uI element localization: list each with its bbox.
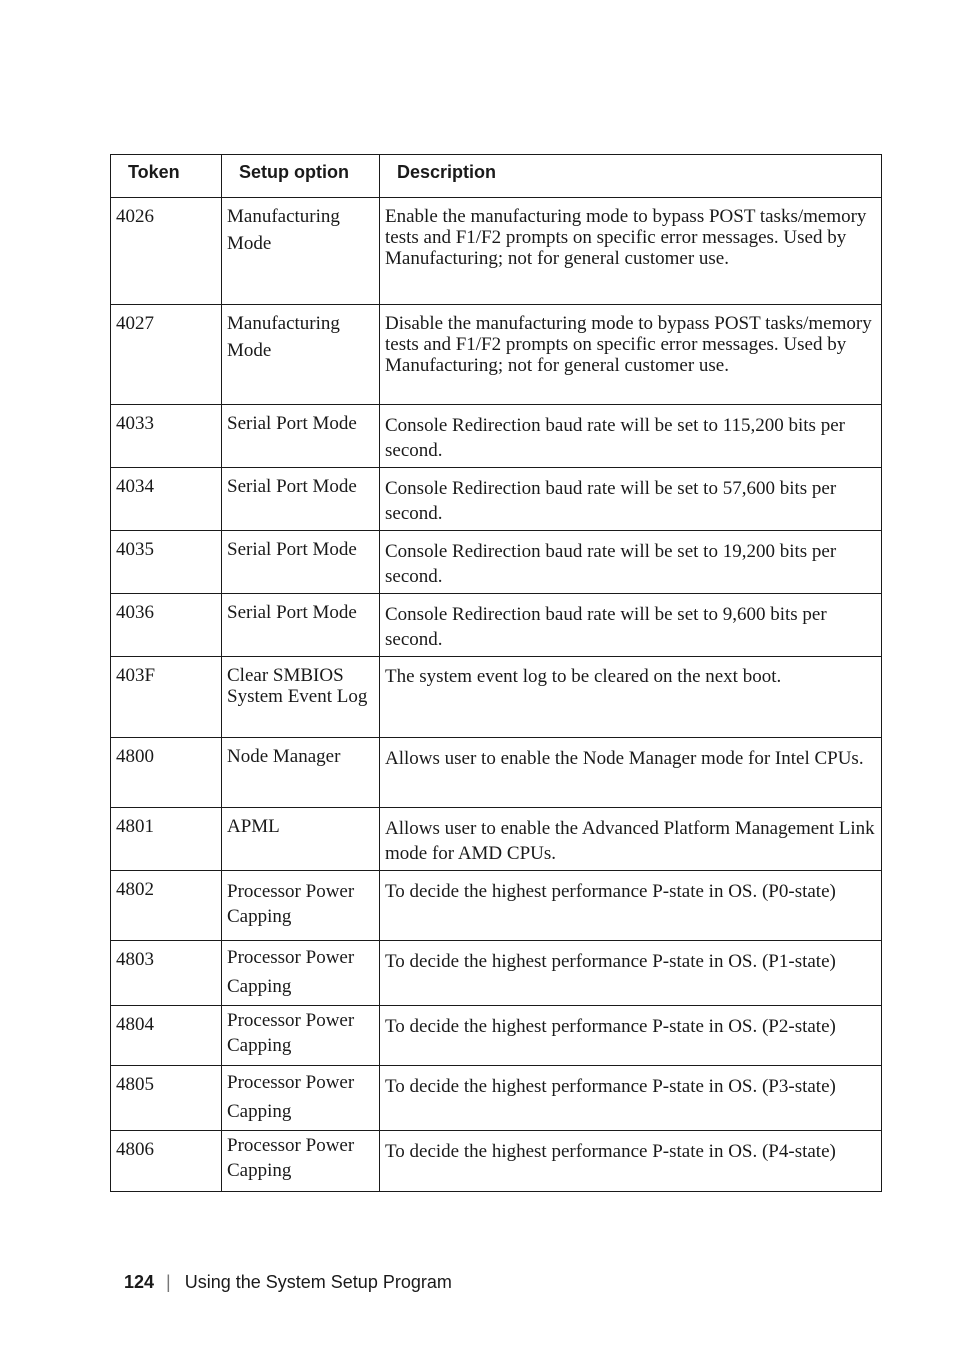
setup-option-cell: Serial Port Mode (222, 405, 380, 468)
footer-section-title: Using the System Setup Program (184, 1272, 452, 1292)
token-cell: 4033 (111, 405, 222, 468)
table-row (111, 1131, 882, 1192)
table-row (111, 468, 882, 531)
header-token: Token (111, 155, 222, 198)
setup-option-cell: Manufacturing Mode (222, 305, 380, 405)
table-row (111, 531, 882, 594)
setup-option-cell: Serial Port Mode (222, 594, 380, 657)
description-cell: Console Redirection baud rate will be set to 19,200 bits per second. (380, 531, 882, 594)
token-cell: 403F (111, 657, 222, 738)
description-cell: To decide the highest performance P-state in OS. (P1-state) (380, 941, 882, 1006)
token-cell: 4026 (111, 198, 222, 305)
setup-option-cell: Node Manager (222, 738, 380, 808)
token-cell: 4805 (111, 1066, 222, 1131)
description-cell: Console Redirection baud rate will be set to 57,600 bits per second. (380, 468, 882, 531)
page-number: 124 (124, 1272, 155, 1292)
table-row (111, 871, 882, 941)
table-row (111, 594, 882, 657)
description-cell: Console Redirection baud rate will be set to 115,200 bits per second. (380, 405, 882, 468)
token-cell: 4803 (111, 941, 222, 1006)
description-cell: To decide the highest performance P-state in OS. (P3-state) (380, 1066, 882, 1131)
table-row (111, 657, 882, 738)
footer-separator: | (166, 1272, 171, 1292)
table-row (111, 1006, 882, 1066)
header-description: Description (380, 155, 882, 198)
token-cell: 4801 (111, 808, 222, 871)
setup-option-cell: Processor Power Capping (222, 1006, 380, 1066)
setup-option-cell: Serial Port Mode (222, 531, 380, 594)
token-cell: 4802 (111, 871, 222, 941)
setup-option-cell: Manufacturing Mode (222, 198, 380, 305)
setup-option-cell: Processor Power Capping (222, 1066, 380, 1131)
description-cell: To decide the highest performance P-state in OS. (P0-state) (380, 871, 882, 941)
token-cell: 4806 (111, 1131, 222, 1192)
table-row (111, 405, 882, 468)
description-cell: To decide the highest performance P-state in OS. (P4-state) (380, 1131, 882, 1192)
description-cell: Console Redirection baud rate will be set to 9,600 bits per second. (380, 594, 882, 657)
table-row (111, 738, 882, 808)
table-header-row (111, 155, 882, 198)
table-row (111, 808, 882, 871)
token-cell: 4804 (111, 1006, 222, 1066)
setup-option-cell: Clear SMBIOS System Event Log (222, 657, 380, 738)
header-setup-option: Setup option (222, 155, 380, 198)
table-row (111, 1066, 882, 1131)
setup-option-cell: Serial Port Mode (222, 468, 380, 531)
description-cell: Allows user to enable the Node Manager mode for Intel CPUs. (380, 738, 882, 808)
description-cell: The system event log to be cleared on the next boot. (380, 657, 882, 738)
token-table (110, 154, 882, 1192)
description-cell: Disable the manufacturing mode to bypass POST tasks/memory tests and F1/F2 prompts on specific error messages. Used by Manufacturing; not for general customer use. (380, 305, 882, 405)
description-cell: Allows user to enable the Advanced Platform Management Link mode for AMD CPUs. (380, 808, 882, 871)
token-cell: 4035 (111, 531, 222, 594)
table-row (111, 305, 882, 405)
setup-option-cell: Processor Power Capping (222, 941, 380, 1006)
token-cell: 4800 (111, 738, 222, 808)
token-cell: 4027 (111, 305, 222, 405)
token-cell: 4034 (111, 468, 222, 531)
setup-option-cell: APML (222, 808, 380, 871)
description-cell: To decide the highest performance P-state in OS. (P2-state) (380, 1006, 882, 1066)
table-row (111, 941, 882, 1006)
setup-option-cell: Processor Power Capping (222, 871, 380, 941)
token-cell: 4036 (111, 594, 222, 657)
setup-option-cell: Processor Power Capping (222, 1131, 380, 1192)
page-footer (124, 1272, 452, 1293)
description-cell: Enable the manufacturing mode to bypass POST tasks/memory tests and F1/F2 prompts on specific error messages. Used by Manufacturing; not for general customer use. (380, 198, 882, 305)
table-row (111, 198, 882, 305)
